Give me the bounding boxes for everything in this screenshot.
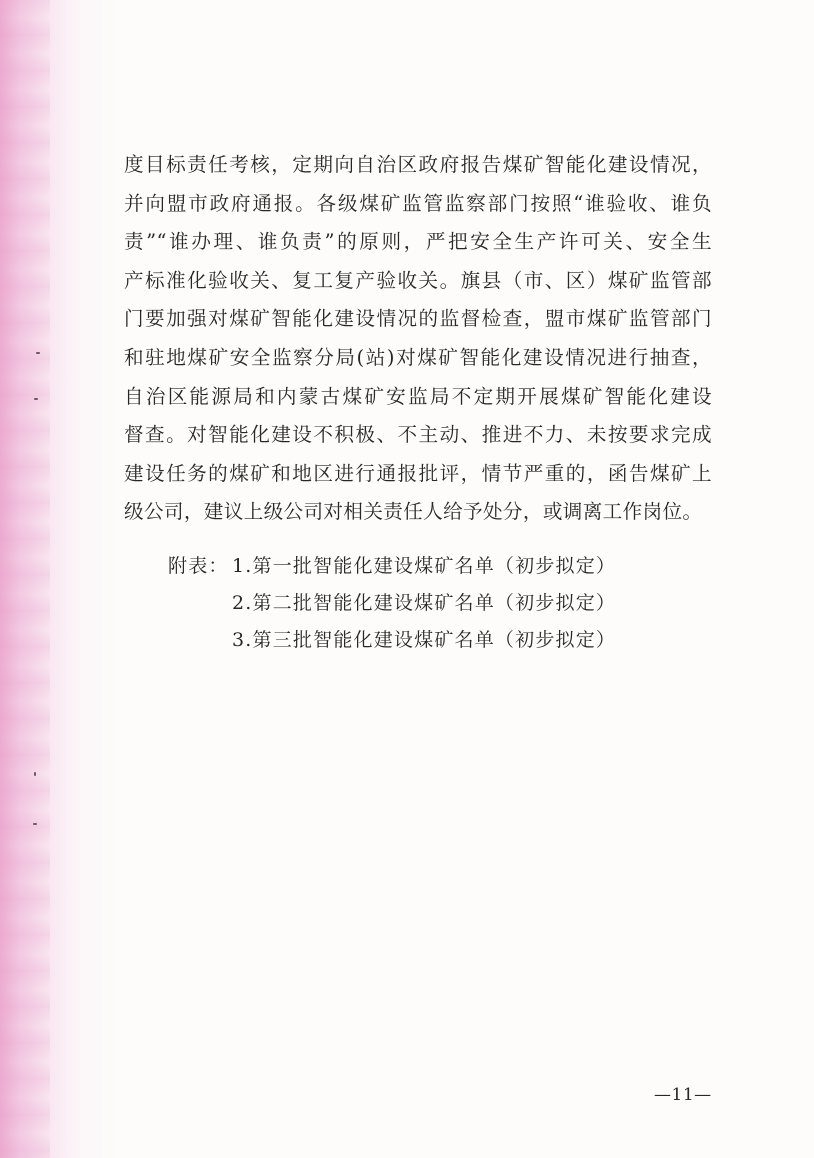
body-line: 建设任务的煤矿和地区进行通报批评，情节严重的，函告煤矿上 <box>124 461 712 485</box>
attachment-row <box>168 622 688 659</box>
scan-speck <box>36 352 40 354</box>
attachment-row <box>168 548 688 585</box>
body-line: 产标准化验收关、复工复产验收关。旗县（市、区）煤矿监管部 <box>124 268 712 292</box>
body-line: 责”“谁办理、谁负责”的原则，严把安全生产许可关、安全生 <box>124 230 712 254</box>
attachment-item: 3.第三批智能化建设煤矿名单（初步拟定） <box>232 629 617 651</box>
body-line: 督查。对智能化建设不积极、不主动、推进不力、未按要求完成 <box>124 423 712 447</box>
attachment-item: 2.第二批智能化建设煤矿名单（初步拟定） <box>232 592 617 614</box>
body-line: 门要加强对煤矿智能化建设情况的监督检查，盟市煤矿监管部门 <box>124 307 712 331</box>
page-number: —11— <box>654 1085 712 1105</box>
body-line: 级公司，建议上级公司对相关责任人给予处分，或调离工作岗位。 <box>124 500 703 524</box>
attachment-list <box>168 548 688 659</box>
attachment-item: 1.第一批智能化建设煤矿名单（初步拟定） <box>232 555 617 577</box>
body-paragraph <box>124 146 712 532</box>
attachment-row <box>168 585 688 622</box>
scan-speck <box>34 772 36 776</box>
body-line: 度目标责任考核，定期向自治区政府报告煤矿智能化建设情况， <box>124 153 712 176</box>
body-line: 自治区能源局和内蒙古煤矿安监局不定期开展煤矿智能化建设 <box>124 384 712 408</box>
scan-speck <box>34 398 38 400</box>
body-line: 和驻地煤矿安全监察分局(站)对煤矿智能化建设情况进行抽查， <box>124 345 712 369</box>
attachment-label: 附表： <box>168 555 229 577</box>
scan-speck <box>33 823 37 825</box>
scan-edge-texture <box>0 0 50 1158</box>
body-line: 并向盟市政府通报。各级煤矿监管监察部门按照“谁验收、谁负 <box>124 191 712 215</box>
